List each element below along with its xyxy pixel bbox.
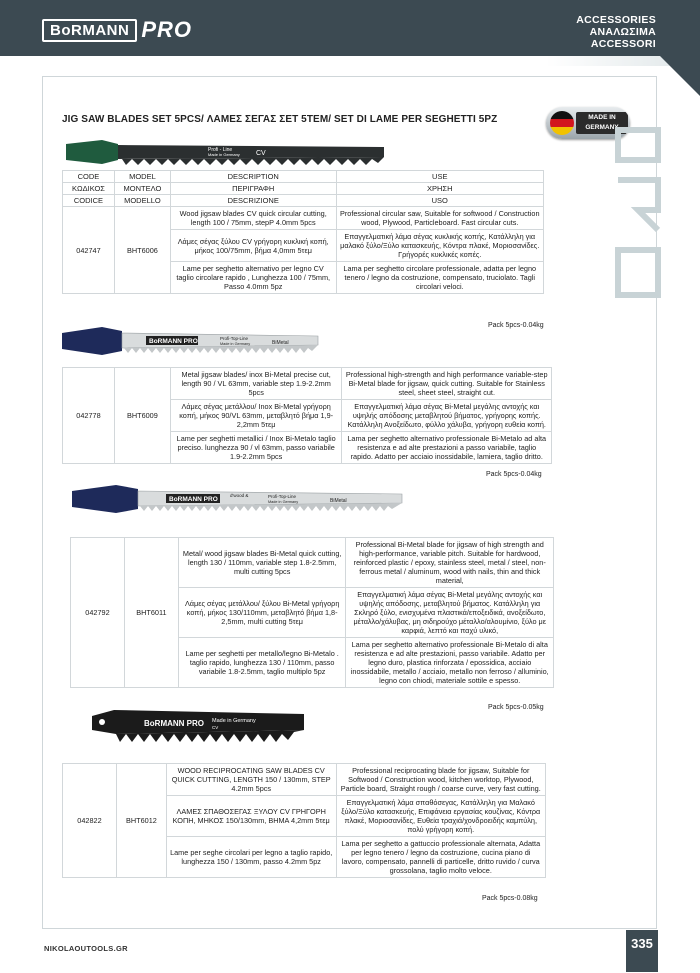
- blade1-label: Profi - Line: [208, 147, 233, 153]
- blade2-sublabel: Made in Germany: [220, 342, 251, 346]
- brand-logo: [42, 17, 192, 43]
- blade-cv-image: [66, 138, 386, 168]
- desc-it: Lame per seghe circolari per legno a taglio rapido, lunghezza 150 / 130mm, passo 4.2mm 5pz: [166, 837, 336, 878]
- blade2-code: BiMetal: [272, 340, 289, 346]
- blade3-brand: BoRMANN PRO: [169, 496, 218, 503]
- header-description: DESCRIPTION: [170, 171, 336, 183]
- badge-line1: MADE IN: [588, 114, 616, 121]
- header-code-it: CODICE: [63, 195, 115, 207]
- desc-gr: Λάμες σέγας ξύλου CV γρήγορη κυκλική κοπή, μήκος 100/75mm, βήμα 4,0mm 5τεμ: [170, 230, 336, 262]
- pack-info: Pack 5pcs-0.05kg: [488, 704, 544, 711]
- use-en: Professional high-strength and high performance variable-step Bi-Metal blade for jigsaw, quick cutting. Suitable for Stainless steel, sheet steel, straight cut.: [342, 368, 552, 400]
- header-code-gr: ΚΩΔΙΚΟΣ: [63, 183, 115, 195]
- desc-en: Metal/ wood jigsaw blades Bi-Metal quick cutting, length 130 / 110mm, variable step 1.8-2.5mm, multi cutting 5pcs: [178, 538, 346, 588]
- page-header: [0, 0, 700, 56]
- use-it: Lama per seghetto circolare professionale, adatta per legno tenero / legno da costruzione, compensato, truciolato. Tagli circolari veloci.: [336, 262, 543, 294]
- brand-wordmark: BoRMANN: [42, 19, 137, 42]
- product-code: 042792: [71, 538, 125, 688]
- product-table-4: [62, 763, 546, 878]
- badge-line2: GERMANY: [585, 124, 619, 131]
- table-header-row: [63, 183, 544, 195]
- blade-bimetal-long-image: [72, 483, 406, 517]
- page-title: JIG SAW BLADES SET 5PCS/ ΛΑΜΕΣ ΣΕΓΑΣ ΣΕΤ 5ΤΕΜ/ SET DI LAME PER SEGHETTI 5PZ: [62, 114, 498, 125]
- category-label: [576, 14, 656, 50]
- blade2-brand: BoRMANN PRO: [149, 338, 198, 345]
- blade3-sublabel: Made in Germany: [268, 500, 299, 504]
- header-model-it: MODELLO: [114, 195, 170, 207]
- product-code: 042822: [63, 764, 117, 878]
- blade1-sublabel: Made in Germany: [208, 152, 240, 157]
- table-row: [71, 538, 554, 588]
- footer-site: NIKOLAOUTOOLS.GR: [44, 944, 128, 953]
- blade4-label: Made in Germany: [212, 718, 256, 724]
- table-header-row: [63, 171, 544, 183]
- product-code: 042747: [63, 207, 115, 294]
- blade4-sublabel: CV: [212, 725, 219, 730]
- desc-it: Lame per seghetto alternativo per legno CV taglio circolare rapido , Lunghezza 100 / 75mm, Passo 4.0mm 5pz: [170, 262, 336, 294]
- category-it: ACCESSORI: [590, 38, 656, 50]
- blade3-label0: d'wood &: [230, 493, 249, 498]
- category-en: ACCESSORIES: [576, 14, 656, 26]
- pack-info: Pack 5pcs-0.04kg: [488, 322, 544, 329]
- table-row: [63, 368, 552, 400]
- header-code: CODE: [63, 171, 115, 183]
- header-use: USE: [336, 171, 543, 183]
- product-model: BHT6006: [114, 207, 170, 294]
- use-it: Lama per seghetto alternativo professionale Bi-Metalo ad alta resistenza e ad alte prestazioni a passo variabile, taglio rapido. Adatto per acciaio inossidabile, lamiera, taglio dritto.: [342, 432, 552, 464]
- header-use-gr: ΧΡΗΣΗ: [336, 183, 543, 195]
- blade-bimetal-short-image: [62, 325, 322, 359]
- blade4-brand: BoRMANN PRO: [144, 719, 204, 728]
- germany-flag-icon: [550, 111, 574, 135]
- use-gr: Επαγγελματική λάμα σέγας κυκλικής κοπής, Κατάλληλη για μαλακό ξύλο/Ξύλο κατασκευής, Κόντρα πλακέ, Μοριοσανίδες. Γρήγορές κυκλικές κοπές.: [336, 230, 543, 262]
- desc-en: Metal jigsaw blades/ inox Bi-Metal precise cut, length 90 / VL 63mm, variable step 1.9-2.2mm 5pcs: [170, 368, 342, 400]
- header-description-gr: ΠΕΡΙΓΡΑΦΗ: [170, 183, 336, 195]
- brand-pro: PRO: [141, 17, 193, 42]
- page-number: 335: [626, 930, 658, 972]
- use-en: Professional circular saw, Suitable for softwood / Construction wood, Plywood, Particleboard. Fast circular cuts.: [336, 207, 543, 230]
- pack-info: Pack 5pcs-0.08kg: [482, 895, 538, 902]
- desc-gr: Λάμες σέγας μετάλλου/ ξύλου Bi-Metal γρήγορη κοπή, μήκος 130/110mm, μεταβλητό βήμα 1,8-2,5mm, multi cutting 5τεμ: [178, 588, 346, 638]
- desc-gr: Λάμες σέγας μετάλλου/ Inox Bi-Metal γρήγορη κοπή, μήκος 90/VL 63mm, μεταβλητό βήμα 1,9-2,2mm 5τεμ: [170, 400, 342, 432]
- header-stripe: [0, 56, 700, 66]
- product-table-2: [62, 367, 552, 464]
- use-en: Professional Bi-Metal blade for jigsaw of high strength and high-performance, variable pitch. Suitable for hardwood, reinforced plastic / epoxy, stainless steel, metal / steel, non-ferrous metal / aluminum, wood with nails, thin and thick material,: [346, 538, 554, 588]
- category-gr: ΑΝΑΛΩΣΙΜΑ: [589, 26, 656, 38]
- product-table-1: [62, 170, 544, 294]
- product-code: 042778: [63, 368, 115, 464]
- use-it: Lama per seghetto a gattuccio professionale alternata, Adatta per legno tenero / legno da costruzione, cucina piano di lavoro, compensato, pannelli di particelle, dritto ruvido / curva grossolana, taglio molto veloce.: [336, 837, 545, 878]
- product-model: BHT6011: [124, 538, 178, 688]
- header-model-gr: ΜΟΝΤΕΛΟ: [114, 183, 170, 195]
- desc-it: Lame per seghetti metallici / Inox Bi-Metalo taglio preciso. lunghezza 90 / vl 63mm, passo variabile 1.9-2.2mm 5pcs: [170, 432, 342, 464]
- header-description-it: DESCRIZIONE: [170, 195, 336, 207]
- product-model: BHT6012: [116, 764, 166, 878]
- blade3-code: BiMetal: [330, 498, 347, 504]
- pro-watermark-icon: [608, 120, 668, 330]
- header-use-it: USO: [336, 195, 543, 207]
- use-gr: Επαγγελματική λάμα σέγας Bi-Metal μεγάλης αντοχής και υψηλής απόδοσης μεταβλητού βήματος, γρήγορης κοπής. Κατάλληλη Ανοξείδωτο, φύλλο χάλυβα, γρήγορη ευθεία κοπή.: [342, 400, 552, 432]
- table-row: [63, 764, 546, 796]
- table-header-row: [63, 195, 544, 207]
- blade1-code: CV: [256, 150, 266, 157]
- use-gr: Επαγγελματική λάμα σέγας Bi-Metal μεγάλης αντοχής και υψηλής απόδοσης, μεταβλητού βήματος. Κατάλληλη για Σκληρό ξύλο, ενισχυμένα πλαστικά/εποξειδικά, ανοξείδωτο, μέταλλο/χάλυβας, μη σιδηρούχο μέταλλο/αλουμίνιο, ξύλο με καρφιά, λεπτό και παχύ υλικό,: [346, 588, 554, 638]
- desc-en: Wood jigsaw blades CV quick circular cutting, length 100 / 75mm, stepP 4.0mm 5pcs: [170, 207, 336, 230]
- header-corner: [660, 56, 700, 96]
- table-row: [63, 207, 544, 230]
- product-model: BHT6009: [114, 368, 170, 464]
- blade3-label: Profi-Top-Line: [268, 494, 297, 499]
- use-it: Lama per seghetto alternativo professionale Bi-Metalo di alta resistenza e ad alte prestazioni, passo variabile. Adatto per legno duro, plastica rinforzata / epossidica, acciaio inossidabile, metallo / acciaio, metallo non ferroso / alluminio, legno con chiodi, materiale sottile e spesso.: [346, 638, 554, 688]
- blade-reciprocating-image: [92, 706, 306, 748]
- desc-it: Lame per seghetti per metallo/legno Bi-Metalo . taglio rapido, lunghezza 130 / 110mm, passo variabile 1.8-2.5mm, taglio multiplo 5pz: [178, 638, 346, 688]
- blade2-label: Profi-Top-Line: [220, 336, 249, 341]
- use-gr: Επαγγελματική λάμα σπαθόσεγας, Κατάλληλη για Μαλακό ξύλο/Ξύλο κατασκευής, Επιφάνεια εργασίας κουζίνας, Κόντρα πλακέ, Μοριοσανίδες, Ευθεία τραχιά/χονδροειδής καμπύλη, πολύ γρήγορη κοπή.: [336, 796, 545, 837]
- desc-gr: ΛΑΜΕΣ ΣΠΑΘΟΣΕΓΑΣ ΞΥΛΟΥ CV ΓΡΗΓΟΡΗ ΚΟΠΗ, ΜΗΚΟΣ 150/130mm, ΒΗΜΑ 4,2mm 5τεμ: [166, 796, 336, 837]
- use-en: Professional reciprocating blade for jigsaw, Suitable for Softwood / Construction wood, kitchen worktop, Plywood, Particle board, Straight rough / coarse curve, very fast cutting.: [336, 764, 545, 796]
- product-table-3: [70, 537, 554, 688]
- desc-en: WOOD RECIPROCATING SAW BLADES CV QUICK CUTTING, LENGTH 150 / 130mm, STEP 4.2mm 5pcs: [166, 764, 336, 796]
- pack-info: Pack 5pcs-0.04kg: [486, 471, 542, 478]
- header-model: MODEL: [114, 171, 170, 183]
